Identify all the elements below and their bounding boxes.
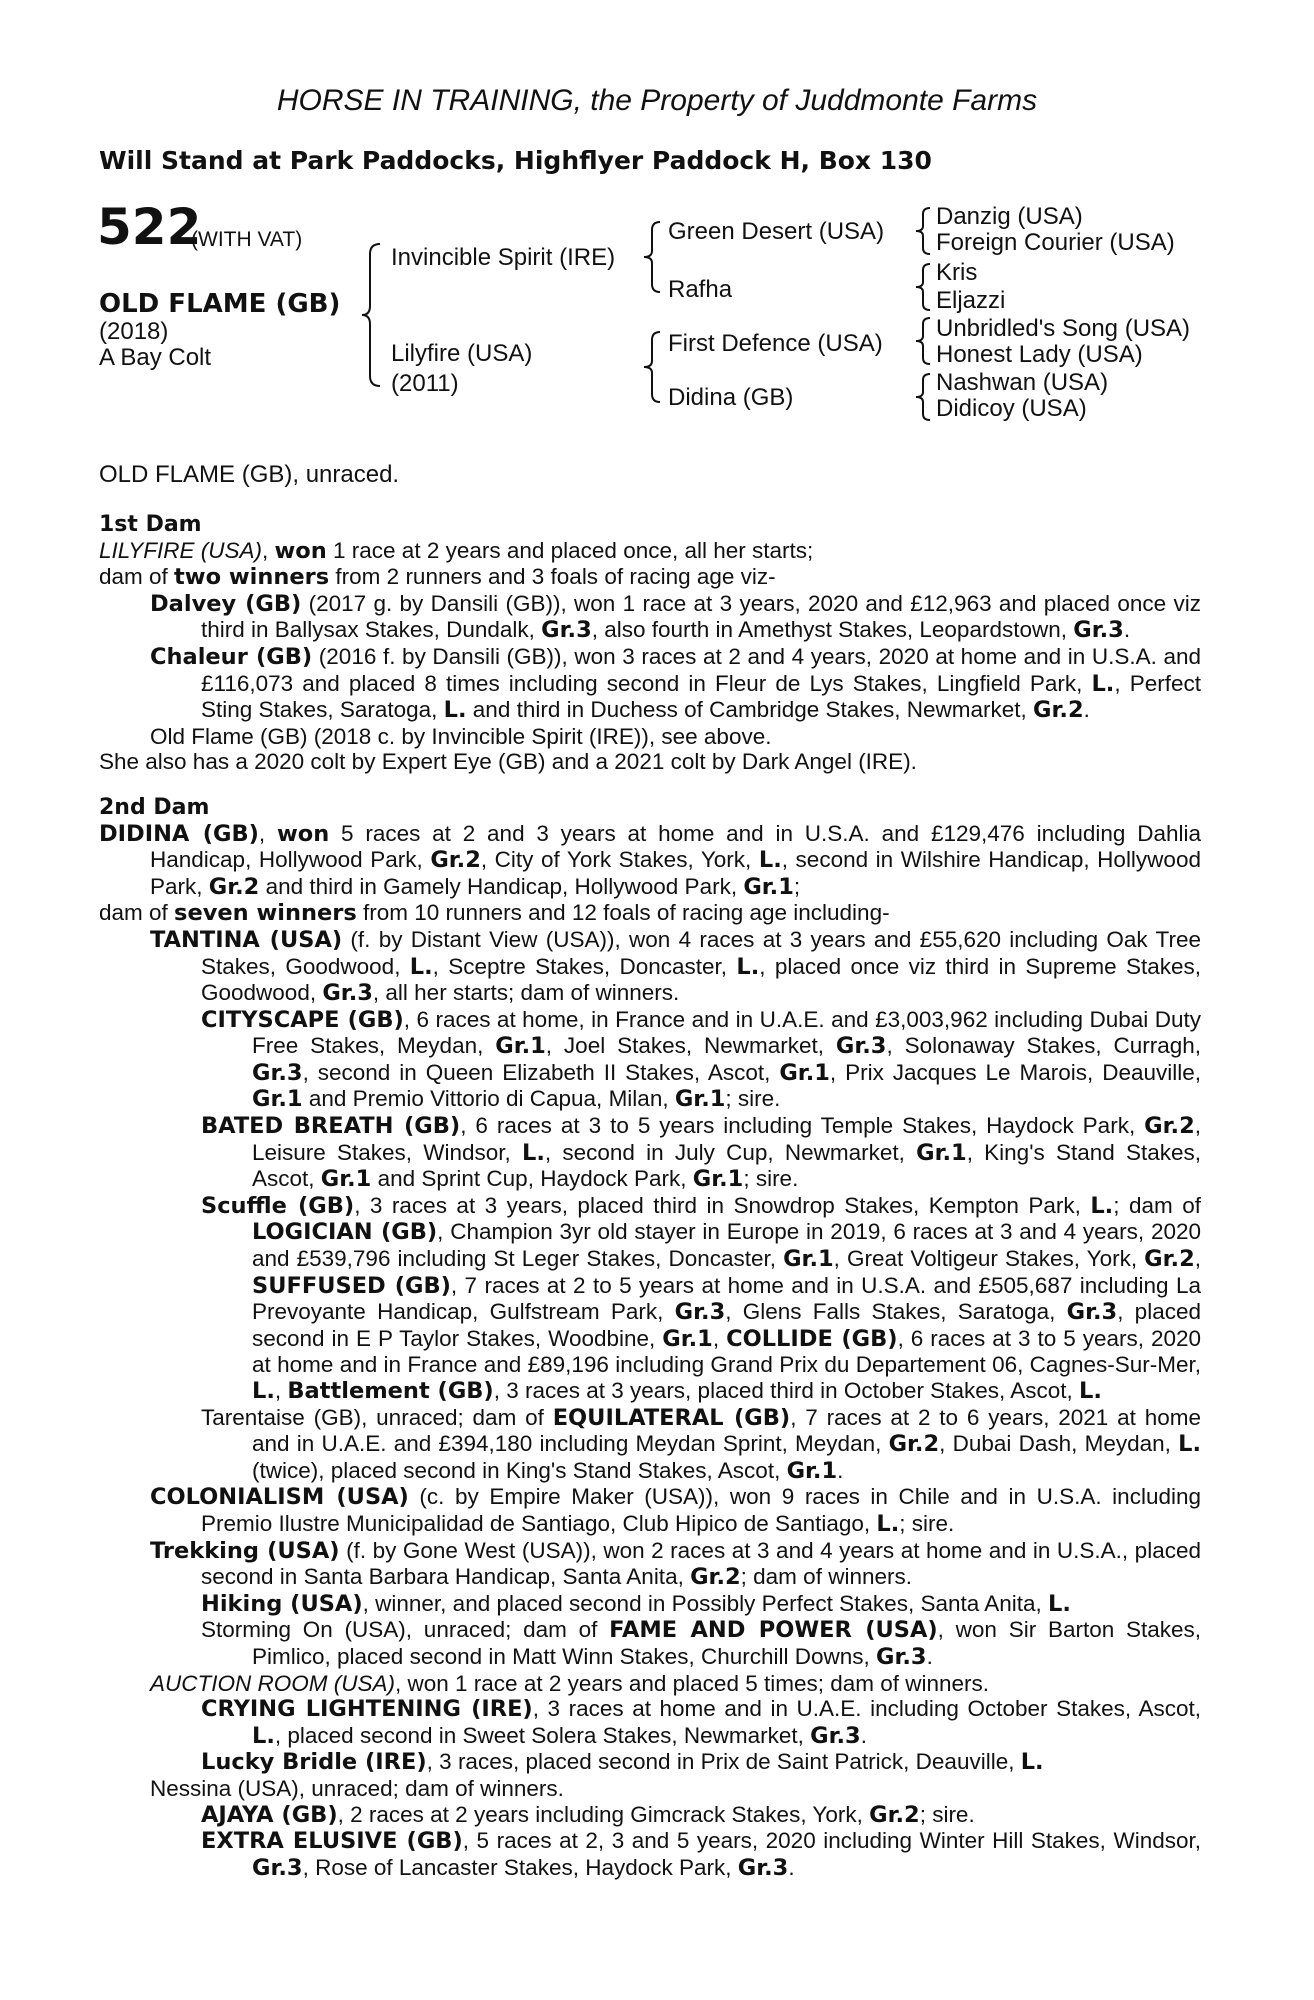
pedigree-g1: Danzig (USA) (936, 203, 1083, 230)
entry-hiking: Hiking (USA), winner, and placed second in Possibly Perfect Stakes, Santa Anita, L. (201, 1590, 1071, 1617)
offspring-chaleur: Chaleur (GB) (2016 f. by Dansili (GB)), won 3 races at 2 and 4 years, 2020 at home and in U.S.A. and £116,073 and placed 8 times including second in Fleur de Lys Stakes, Lingfield Park, L., Perfect Sting Stakes, Saratoga, L. and third in Duchess of Cambridge Stakes, Newmarket, Gr.2. (150, 643, 1202, 724)
lot-number: 522 (97, 198, 202, 256)
second-dam-heading: 2nd Dam (99, 794, 210, 820)
offspring-old-flame: Old Flame (GB) (2018 c. by Invincible Spirit (IRE)), see above. (150, 723, 772, 749)
entry-crying-lightening: CRYING LIGHTENING (IRE), 3 races at home and in U.A.E. including October Stakes, Ascot, L., placed second in Sweet Solera Stakes, Newmarket, Gr.3. (201, 1696, 1201, 1749)
pedigree-sire-sire: Green Desert (USA) (668, 218, 885, 245)
pedigree-g3: Kris (936, 259, 978, 286)
pedigree-brace-g1 (908, 204, 936, 258)
vat-note: (WITH VAT) (191, 228, 303, 251)
pedigree-brace-g4 (908, 370, 936, 424)
stand-location: Will Stand at Park Paddocks, Highflyer Paddock H, Box 130 (99, 146, 932, 175)
pedigree-brace-g3 (908, 314, 936, 368)
pedigree-sire-dam: Rafha (668, 276, 733, 303)
second-dam-produce: dam of seven winners from 10 runners and 12 foals of racing age including- (99, 900, 890, 927)
pedigree-g4: Eljazzi (936, 287, 1006, 314)
pedigree-sire: Invincible Spirit (IRE) (391, 244, 616, 271)
first-dam-record: LILYFIRE (USA), won 1 race at 2 years and placed once, all her starts; (99, 537, 814, 564)
pedigree-g7: Nashwan (USA) (936, 369, 1109, 396)
entry-auction-room: AUCTION ROOM (USA), won 1 race at 2 years and placed 5 times; dam of winners. (150, 1670, 990, 1696)
pedigree-brace-main (356, 240, 386, 390)
pedigree-g6: Honest Lady (USA) (936, 341, 1143, 368)
entry-storming-on: Storming On (USA), unraced; dam of FAME AND POWER (USA), won Sir Barton Stakes, Pimlico, placed second in Matt Winn Stakes, Churchill Downs, Gr.3. (201, 1617, 1202, 1670)
catalogue-body (99, 512, 1201, 1881)
summary-line: OLD FLAME (GB), unraced. (99, 461, 400, 488)
entry-scuffle: Scuffle (GB), 3 races at 3 years, placed third in Snowdrop Stakes, Kempton Park, L.; dam of LOGICIAN (GB), Champion 3yr old stayer in Europe in 2019, 6 races at 3 and 4 years, 2020 and £539,796 including St Leger Stakes, Doncaster, Gr.1, Great Voltigeur Stakes, York, Gr.2, SUFFUSED (GB), 7 races at 2 to 5 years at home and in U.S.A. and £505,687 including La Prevoyante Handicap, Gulfstream Park, Gr.3, Glens Falls Stakes, Saratoga, Gr.3, placed second in E P Taylor Stakes, Woodbine, Gr.1, COLLIDE (GB), 6 races at 3 to 5 years, 2020 at home and in France and £89,196 including Grand Prix du Departement 06, Cagnes-Sur-Mer, L., Battlement (GB), 3 races at 3 years, placed third in October Stakes, Ascot, L. (201, 1192, 1201, 1404)
pedigree-dam-sire: First Defence (USA) (668, 330, 883, 357)
entry-tantina: TANTINA (USA) (f. by Distant View (USA)), won 4 races at 3 years and £55,620 including Oak Tree Stakes, Goodwood, L., Sceptre Stakes, Doncaster, L., placed once viz third in Supreme Stakes, Goodwood, Gr.3, all her starts; dam of winners. (150, 926, 1202, 1007)
horse-description: A Bay Colt (99, 344, 212, 371)
page-title: HORSE IN TRAINING, the Property of Juddmonte Farms (276, 84, 1038, 117)
second-dam-record: DIDINA (GB), won 5 races at 2 and 3 years at home and in U.S.A. and £129,476 including Dahlia Handicap, Hollywood Park, Gr.2, City of York Stakes, York, L., second in Wilshire Handicap, Hollywood Park, Gr.2 and third in Gamely Handicap, Hollywood Park, Gr.1; (99, 820, 1201, 900)
pedigree-dam: Lilyfire (USA) (391, 340, 533, 367)
horse-year: (2018) (99, 318, 169, 345)
pedigree-dam-dam: Didina (GB) (668, 384, 794, 411)
offspring-dalvey: Dalvey (GB) (2017 g. by Dansili (GB)), won 1 race at 3 years, 2020 and £12,963 and placed once viz third in Ballysax Stakes, Dundalk, Gr.3, also fourth in Amethyst Stakes, Leopardstown, Gr.3. (150, 590, 1202, 644)
pedigree-g2: Foreign Courier (USA) (936, 229, 1175, 256)
first-dam-produce: dam of two winners from 2 runners and 3 foals of racing age viz- (99, 564, 776, 591)
horse-name: OLD FLAME (GB) (99, 289, 341, 319)
entry-bated-breath: BATED BREATH (GB), 6 races at 3 to 5 years including Temple Stakes, Haydock Park, Gr.2, Leisure Stakes, Windsor, L., second in July Cup, Newmarket, Gr.1, King's Stand Stakes, Ascot, Gr.1 and Sprint Cup, Haydock Park, Gr.1; sire. (201, 1113, 1202, 1193)
first-dam-also: She also has a 2020 colt by Expert Eye (GB) and a 2021 colt by Dark Angel (IRE). (99, 749, 917, 775)
entry-lucky-bridle: Lucky Bridle (IRE), 3 races, placed second in Prix de Saint Patrick, Deauville, L. (201, 1749, 1044, 1776)
pedigree-brace-dam (638, 328, 666, 406)
pedigree-g5: Unbridled's Song (USA) (936, 315, 1191, 342)
pedigree-brace-g2 (908, 260, 936, 314)
entry-cityscape: CITYSCAPE (GB), 6 races at home, in France and in U.A.E. and £3,003,962 including Dubai Duty Free Stakes, Meydan, Gr.1, Joel Stakes, Newmarket, Gr.3, Solonaway Stakes, Curragh, Gr.3, second in Queen Elizabeth II Stakes, Ascot, Gr.1, Prix Jacques Le Marois, Deauville, Gr.1 and Premio Vittorio di Capua, Milan, Gr.1; sire. (201, 1006, 1201, 1113)
entry-colonialism: COLONIALISM (USA) (c. by Empire Maker (USA)), won 9 races in Chile and in U.S.A. including Premio Ilustre Municipalidad de Santiago, Club Hipico de Santiago, L.; sire. (150, 1484, 1201, 1537)
entry-tarentaise: Tarentaise (GB), unraced; dam of EQUILATERAL (GB), 7 races at 2 to 6 years, 2021 at home and in U.A.E. and £394,180 including Meydan Sprint, Meydan, Gr.2, Dubai Dash, Meydan, L. (twice), placed second in King's Stand Stakes, Ascot, Gr.1. (201, 1404, 1202, 1484)
first-dam-heading: 1st Dam (99, 512, 202, 537)
pedigree-dam-year: (2011) (391, 370, 459, 397)
pedigree-g8: Didicoy (USA) (936, 395, 1087, 422)
entry-nessina: Nessina (USA), unraced; dam of winners. (150, 1775, 564, 1801)
pedigree-brace-sire (638, 218, 666, 296)
entry-trekking: Trekking (USA) (f. by Gone West (USA)), won 2 races at 3 and 4 years at home and in U.S.A., placed second in Santa Barbara Handicap, Santa Anita, Gr.2; dam of winners. (150, 1537, 1201, 1591)
entry-extra-elusive: EXTRA ELUSIVE (GB), 5 races at 2, 3 and 5 years, 2020 including Winter Hill Stakes, Windsor, Gr.3, Rose of Lancaster Stakes, Haydock Park, Gr.3. (201, 1828, 1201, 1881)
entry-ajaya: AJAYA (GB), 2 races at 2 years including Gimcrack Stakes, York, Gr.2; sire. (201, 1801, 975, 1828)
